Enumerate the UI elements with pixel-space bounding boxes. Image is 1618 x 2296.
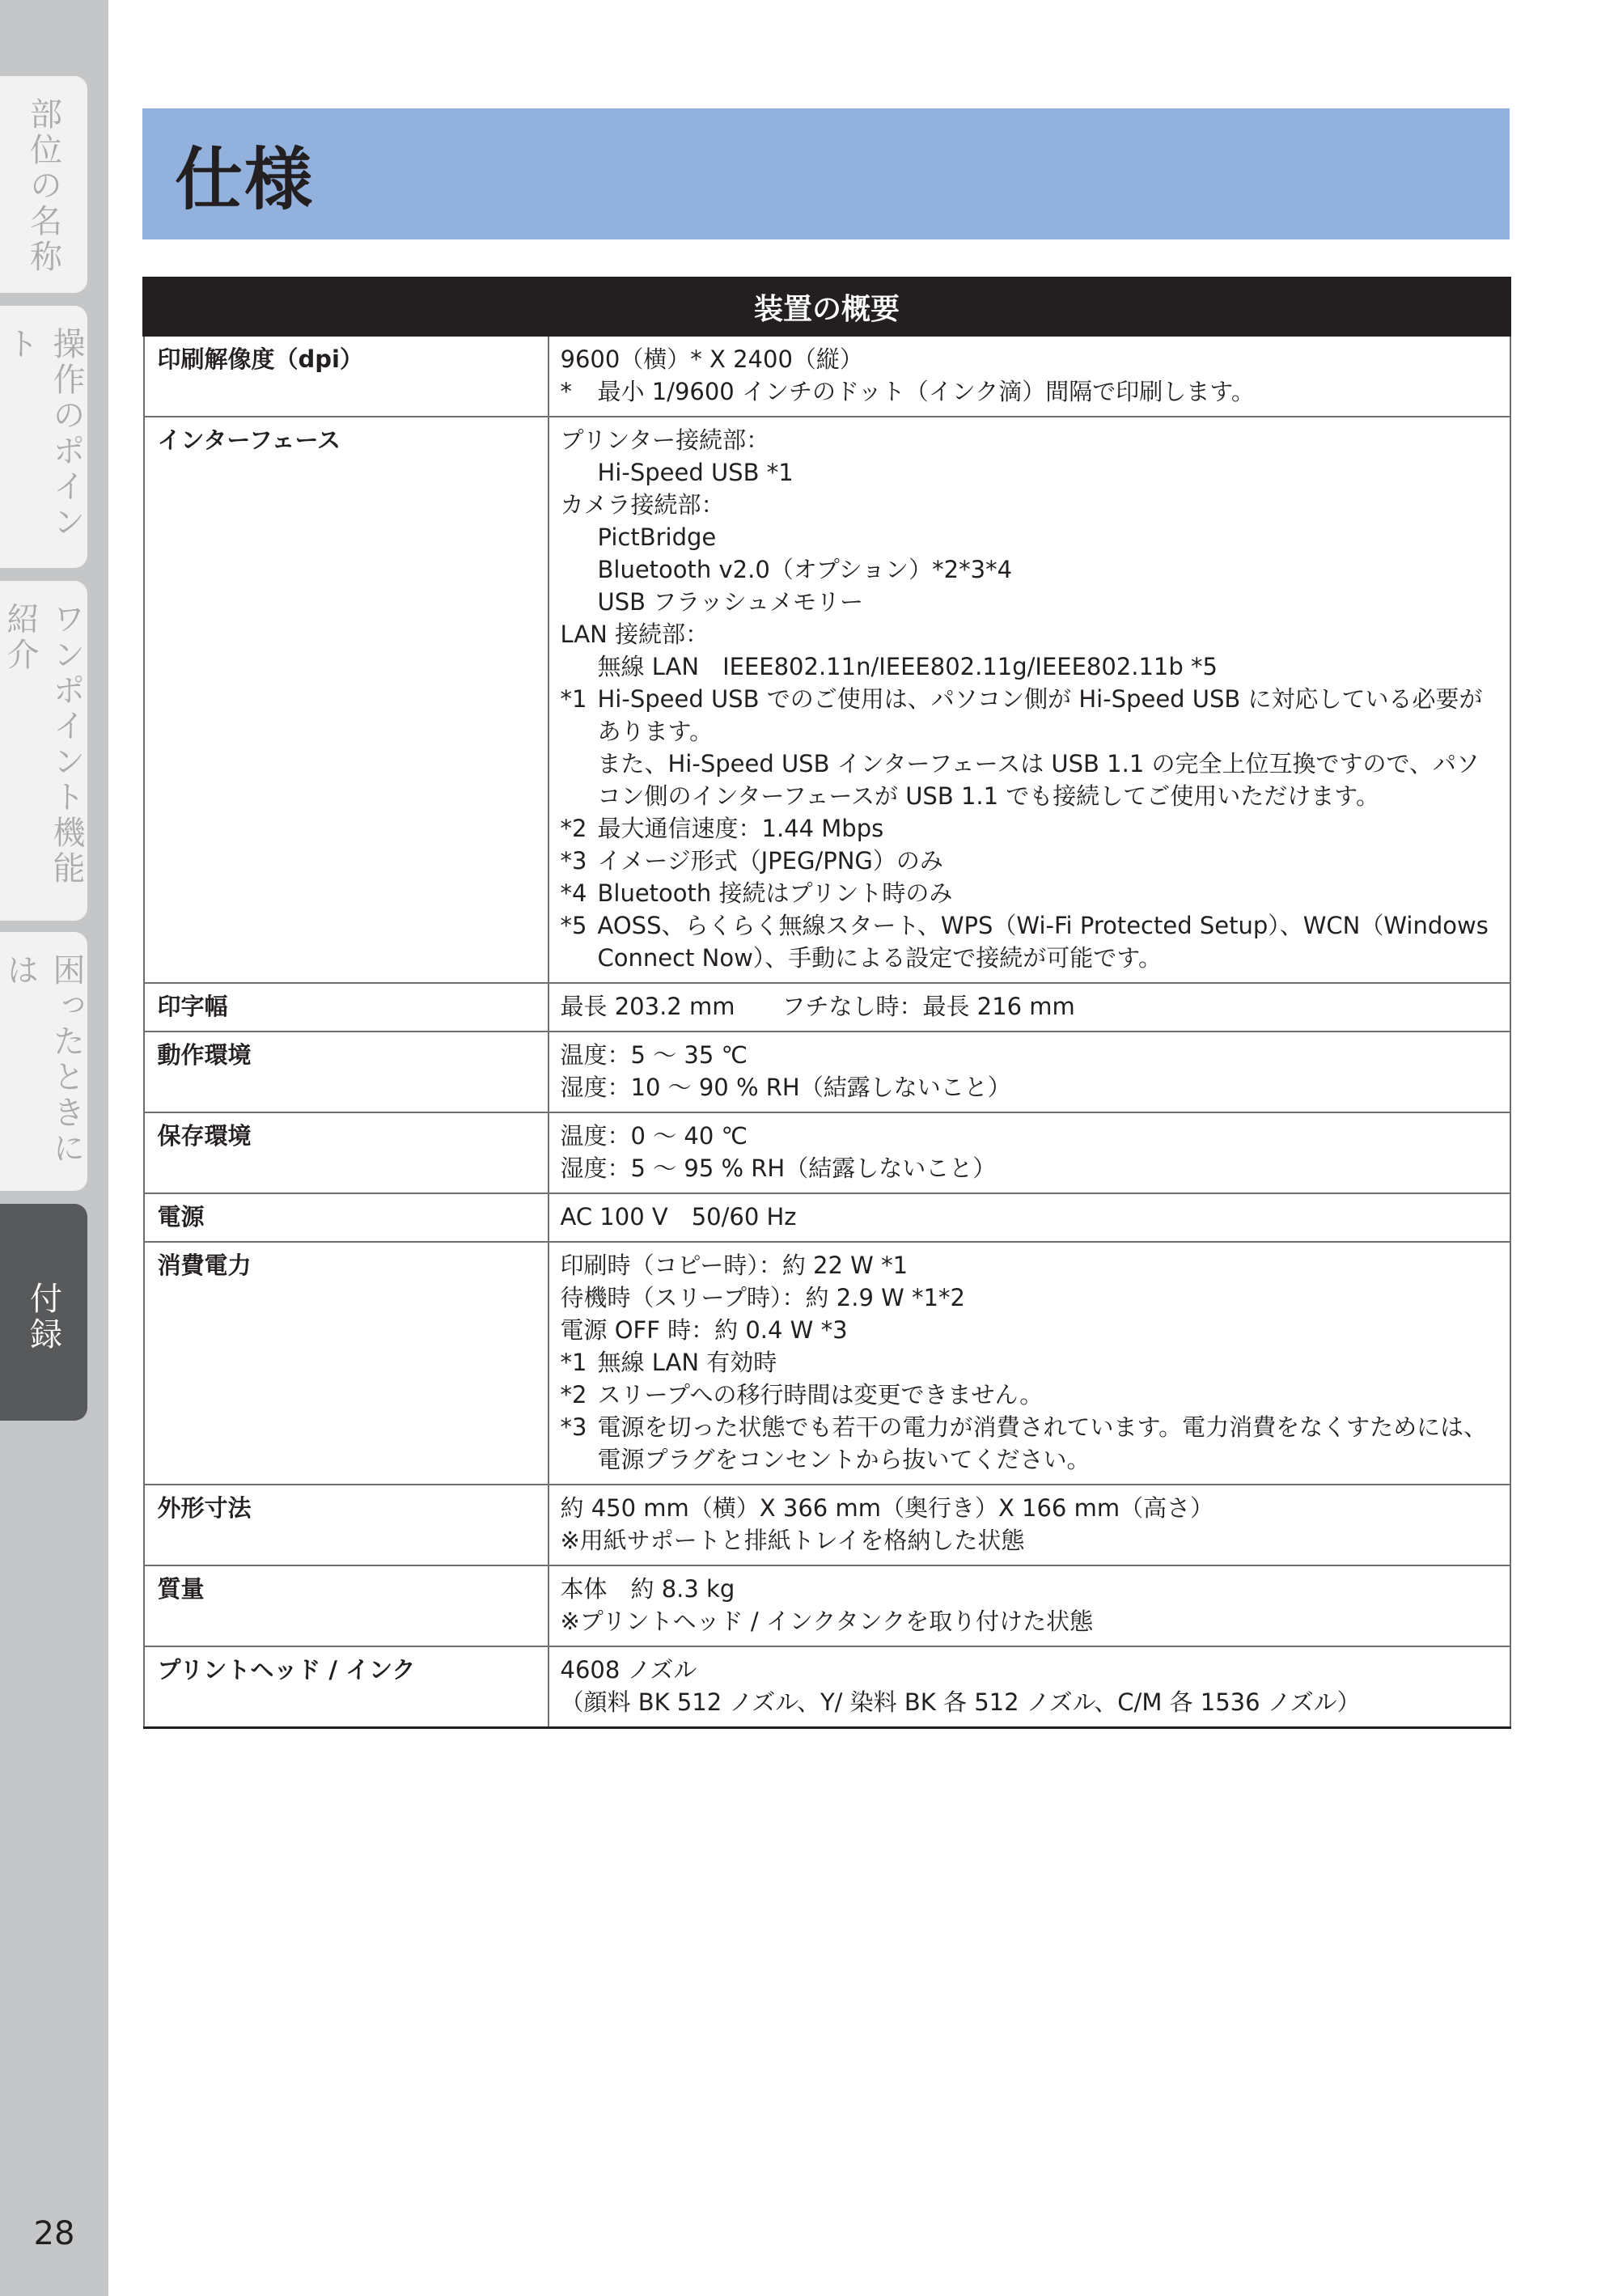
footnote-text: 無線 LAN 有効時: [597, 1349, 777, 1376]
row-label: 消費電力: [144, 1242, 549, 1485]
table-row: [144, 417, 1510, 983]
row-label: プリントヘッド / インク: [144, 1646, 549, 1728]
value-line: 待機時（スリープ時）：約 2.9 W *1*2: [560, 1284, 965, 1311]
value-line: 温度：0 ～ 40 ℃: [560, 1122, 748, 1150]
row-label: 電源: [144, 1193, 549, 1242]
value-line: 9600（横）* X 2400（縦）: [560, 345, 863, 373]
value-line: ※用紙サポートと排紙トレイを格納した状態: [560, 1527, 1025, 1554]
footnote-text: 電源を切った状態でも若干の電力が消費されています。電力消費をなくすためには、電源プラグをコンセントから抜いてください。: [597, 1413, 1488, 1473]
table-row: [144, 983, 1510, 1032]
value-line: 温度：5 ～ 35 ℃: [560, 1041, 748, 1069]
chapter-tab-label: ワンポイント機能紹介: [2, 602, 85, 887]
table-header: 装置の概要: [144, 278, 1510, 336]
footnote-text: 最大通信速度：1.44 Mbps: [597, 815, 884, 842]
row-label: 動作環境: [144, 1032, 549, 1112]
table-row: [144, 1485, 1510, 1565]
table-row: [144, 1193, 1510, 1242]
row-value: [549, 1032, 1510, 1112]
footnote: [561, 375, 1500, 408]
chapter-tab-appendix[interactable]: [0, 1204, 87, 1421]
value-line: 電源 OFF 時：約 0.4 W *3: [560, 1316, 848, 1344]
row-value: [549, 1565, 1510, 1646]
table-row: [144, 1242, 1510, 1485]
value-line: 湿度：10 ～ 90 % RH（結露しないこと）: [560, 1074, 1011, 1101]
row-label: 質量: [144, 1565, 549, 1646]
footnote-mark: *3: [560, 847, 587, 875]
footnote-text: Bluetooth 接続はプリント時のみ: [597, 879, 953, 907]
row-label: 外形寸法: [144, 1485, 549, 1565]
row-value: [549, 983, 1510, 1032]
footnote-mark: *1: [560, 685, 587, 713]
footnote: [561, 845, 1500, 877]
row-value: [549, 1112, 1510, 1193]
footnote-text: 最小 1/9600 インチのドット（インク滴）間隔で印刷します。: [597, 378, 1255, 405]
value-line: （顔料 BK 512 ノズル、Y/ 染料 BK 各 512 ノズル、C/M 各 1536 ノズル）: [560, 1688, 1361, 1716]
footnote: [561, 1379, 1500, 1411]
chapter-tab-label: 操作のポイント: [2, 327, 85, 540]
row-label: 保存環境: [144, 1112, 549, 1193]
chapter-sidebar: [0, 0, 108, 2296]
row-value: [549, 417, 1510, 983]
footnote-mark: *2: [560, 1381, 587, 1409]
footnote-continued: [561, 748, 1500, 812]
footnote: [561, 909, 1500, 974]
chapter-tab-troubleshooting[interactable]: [0, 932, 87, 1191]
chapter-tab-operation-points[interactable]: [0, 306, 87, 568]
value-line: 4608 ノズル: [560, 1656, 697, 1684]
value-line: カメラ接続部：: [560, 491, 725, 519]
value-line: 本体 約 8.3 kg: [560, 1575, 735, 1603]
footnote: [561, 1411, 1500, 1476]
footnote-mark: *2: [560, 815, 587, 842]
value-line: 最長 203.2 mm フチなし時：最長 216 mm: [560, 993, 1075, 1020]
row-label: インターフェース: [144, 417, 549, 983]
footnote-mark: *4: [560, 879, 587, 907]
footnote-text: AOSS、らくらく無線スタート、WPS（Wi-Fi Protected Setup）、WCN（Windows Connect Now）、手動による設定で接続が可能です。: [597, 912, 1489, 972]
spec-table: [142, 277, 1511, 1729]
row-label: 印字幅: [144, 983, 549, 1032]
row-value: [549, 1242, 1510, 1485]
value-line: 湿度：5 ～ 95 % RH（結露しないこと）: [560, 1154, 997, 1182]
table-row: [144, 1565, 1510, 1646]
value-line: Bluetooth v2.0（オプション）*2*3*4: [597, 556, 1013, 583]
page-number: 28: [33, 2215, 75, 2252]
row-label: 印刷解像度（dpi）: [144, 336, 549, 417]
footnote: [561, 877, 1500, 909]
row-value: [549, 336, 1510, 417]
page-title: 仕様: [175, 139, 315, 219]
table-header-row: [144, 278, 1510, 336]
table-row: [144, 1112, 1510, 1193]
footnote: [561, 812, 1500, 845]
value-line: プリンター接続部：: [560, 426, 770, 454]
table-row: [144, 336, 1510, 417]
row-value: [549, 1193, 1510, 1242]
footnote-text: Hi-Speed USB でのご使用は、パソコン側が Hi-Speed USB に対応している必要があります。: [597, 685, 1483, 745]
value-line: PictBridge: [597, 523, 717, 551]
footnote: [561, 683, 1500, 748]
table-row: [144, 1032, 1510, 1112]
footnote-text: イメージ形式（JPEG/PNG）のみ: [597, 847, 943, 875]
value-line: ※プリントヘッド / インクタンクを取り付けた状態: [560, 1608, 1094, 1635]
chapter-tab-feature-intro[interactable]: [0, 581, 87, 921]
footnote-mark: *1: [560, 1349, 587, 1376]
chapter-tab-part-names[interactable]: [0, 76, 87, 293]
footnote-mark: *5: [560, 912, 587, 939]
footnote-mark: *3: [560, 1413, 587, 1441]
footnote: [561, 1346, 1500, 1379]
value-line: 印刷時（コピー時）：約 22 W *1: [560, 1252, 909, 1279]
value-line: AC 100 V 50/60 Hz: [560, 1203, 797, 1231]
footnote-text: スリープへの移行時間は変更できません。: [597, 1381, 1044, 1409]
footnote-text: また、Hi-Speed USB インターフェースは USB 1.1 の完全上位互換ですので、パソコン側のインターフェースが USB 1.1 でも接続してご使用いただけます。: [597, 750, 1480, 810]
table-row: [144, 1646, 1510, 1728]
chapter-tab-label: 部位の名称: [24, 97, 62, 275]
value-line: Hi-Speed USB *1: [597, 459, 794, 486]
value-line: 無線 LAN IEEE802.11n/IEEE802.11g/IEEE802.11b *5: [597, 653, 1218, 680]
page-title-banner: [142, 108, 1510, 239]
row-value: [549, 1646, 1510, 1728]
value-line: LAN 接続部：: [560, 621, 709, 648]
chapter-tab-label: 困ったときには: [2, 953, 85, 1167]
chapter-tab-label: 付録: [24, 1281, 62, 1353]
value-line: USB フラッシュメモリー: [597, 588, 864, 616]
row-value: [549, 1485, 1510, 1565]
footnote-mark: *: [560, 378, 572, 405]
value-line: 約 450 mm（横）X 366 mm（奥行き）X 166 mm（高さ）: [560, 1494, 1214, 1522]
